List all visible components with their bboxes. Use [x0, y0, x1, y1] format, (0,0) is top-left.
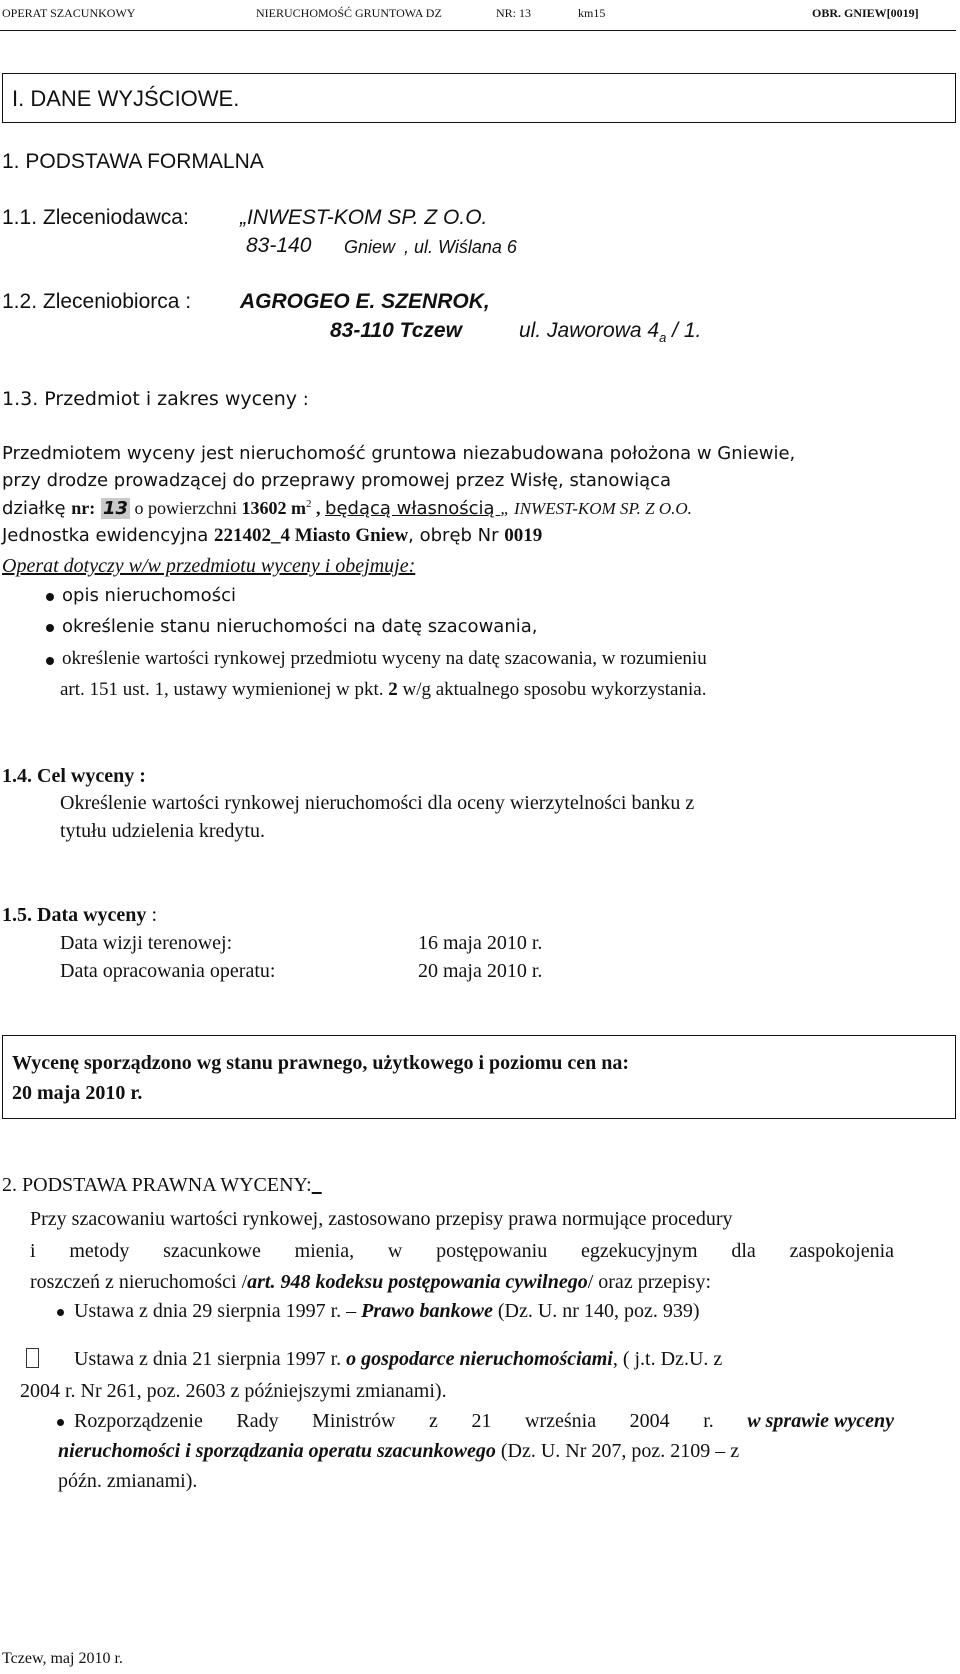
client-street: , ul. Wiślana 6 [404, 237, 517, 257]
bullet [46, 593, 54, 601]
formal-basis-heading: 1. PODSTAWA FORMALNA [2, 150, 264, 173]
purpose-line-2: tytułu udzielenia kredytu. [60, 820, 265, 842]
client-postcode: 83-140 [246, 234, 312, 257]
header-operat: OPERAT SZACUNKOWY [2, 6, 136, 20]
legal-basis-heading: 2. PODSTAWA PRAWNA WYCENY: [2, 1174, 312, 1196]
inspection-date-value: 16 maja 2010 r. [418, 932, 543, 954]
bullet [46, 624, 54, 632]
subject-line-4: Jednostka ewidencyjna 221402_4 Miasto Gniew, obręb Nr 0019 [2, 525, 543, 546]
law-1: Ustawa z dnia 29 sierpnia 1997 r. – Prawo bankowe (Dz. U. nr 140, poz. 939) [74, 1300, 700, 1322]
bullet [46, 657, 54, 665]
law-3-line-3: późn. zmianami). [58, 1470, 198, 1492]
header-property-type: NIERUCHOMOŚĆ GRUNTOWA DZ [256, 6, 442, 20]
section-title: I. DANE WYJŚCIOWE. [12, 86, 240, 111]
header-rule [0, 30, 956, 31]
law-2-continuation: 2004 r. Nr 261, poz. 2603 z późniejszymi zmianami). [20, 1380, 447, 1402]
subject-line-1: Przedmiotem wyceny jest nieruchomość gruntowa niezabudowana położona w Gniewie, [2, 443, 796, 464]
header-precinct: OBR. GNIEW[0019] [812, 6, 919, 20]
client-city: Gniew [344, 237, 396, 257]
law-2: Ustawa z dnia 21 sierpnia 1997 r. o gospodarce nieruchomościami, ( j.t. Dz.U. z [74, 1348, 723, 1370]
contractor-label: 1.2. Zleceniobiorca : [2, 290, 192, 313]
subject-line-2: przy drodze prowadzącej do przeprawy promowej przez Wisłę, stanowiąca [2, 470, 672, 491]
legal-para-line-2: i metody szacunkowe mienia, w postępowaniu egzekucyjnym dla zaspokojenia [30, 1240, 894, 1262]
law-3: Rozporządzenie Rady Ministrów z 21 września 2004 r. w sprawie wyceny [74, 1410, 894, 1432]
preparation-date-label: Data opracowania operatu: [60, 960, 276, 982]
bullet [57, 1309, 64, 1316]
contractor-postcode-city: 83-110 Tczew [330, 319, 462, 342]
header-area: km15 [578, 6, 606, 20]
plot-number: 13 [102, 498, 129, 519]
contractor-name: AGROGEO E. SZENROK, [240, 290, 490, 313]
bullet [57, 1419, 64, 1426]
valuation-date-box [2, 1035, 956, 1119]
scope-item: określenie wartości rynkowej przedmiotu wyceny na datę szacowania, w rozumieniu [62, 648, 707, 669]
legal-para-line-1: Przy szacowaniu wartości rynkowej, zastosowano przepisy prawa normujące procedury [30, 1208, 733, 1230]
header-plot-nr: NR: 13 [496, 6, 532, 20]
inspection-date-label: Data wizji terenowej: [60, 932, 233, 954]
client-name: „INWEST-KOM SP. Z O.O. [240, 206, 488, 229]
purpose-heading: 1.4. Cel wyceny : [2, 765, 146, 787]
scope-item-continuation: art. 151 ust. 1, ustawy wymienionej w pkt. 2 w/g aktualnego sposobu wykorzystania. [60, 679, 707, 700]
scope-item: opis nieruchomości [62, 585, 236, 606]
valuation-box-line-2: 20 maja 2010 r. [12, 1082, 143, 1104]
contractor-street: ul. Jaworowa $4_a / 1$. [519, 319, 702, 346]
scope-item: określenie stanu nieruchomości na datę szacowania, [62, 616, 538, 637]
date-heading: 1.5. Data wyceny : [2, 904, 157, 926]
valuation-box-line-1: Wycenę sporządzono wg stanu prawnego, użytkowego i poziomu cen na: [12, 1052, 630, 1074]
scope-title: Operat dotyczy w/w przedmiotu wyceny i obejmuje: [2, 555, 416, 577]
purpose-line-1: Określenie wartości rynkowej nieruchomości dla oceny wierzytelności banku z [60, 792, 695, 814]
client-label: 1.1. Zleceniodawca: [2, 206, 189, 229]
law-3-line-2: nieruchomości i sporządzania operatu szacunkowego (Dz. U. Nr 207, poz. 2109 – z [58, 1440, 740, 1462]
legal-para-line-3: roszczeń z nieruchomości /art. 948 kodeksu postępowania cywilnego/ oraz przepisy: [30, 1271, 711, 1293]
subject-line-3: działkę nr: 13 o powierzchni 13602 $m^2$ , będącą własnością „ INWEST-KOM SP. Z O.O. [2, 498, 692, 519]
footer-place-date: Tczew, maj 2010 r. [2, 1650, 123, 1667]
missing-glyph-icon [26, 1348, 39, 1368]
subject-heading: 1.3. Przedmiot i zakres wyceny : [2, 388, 309, 410]
preparation-date-value: 20 maja 2010 r. [418, 960, 543, 982]
